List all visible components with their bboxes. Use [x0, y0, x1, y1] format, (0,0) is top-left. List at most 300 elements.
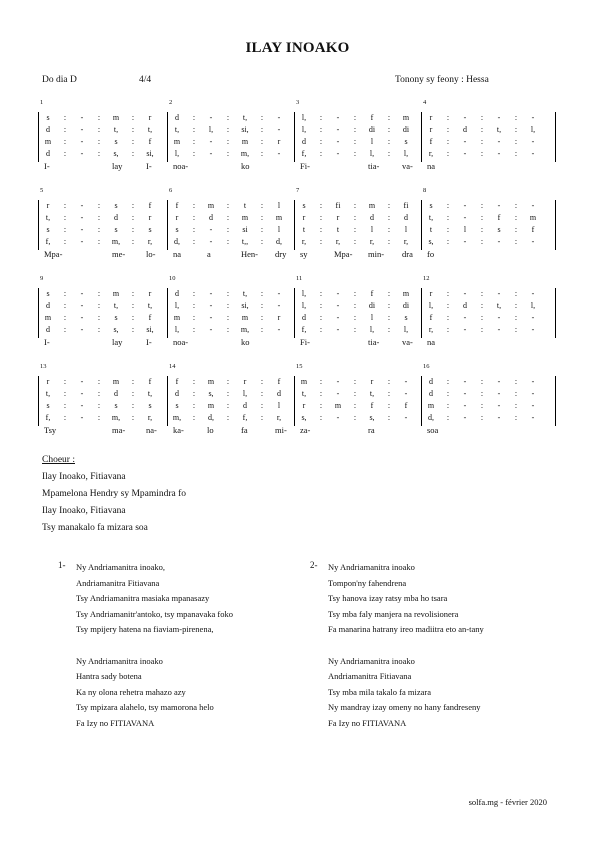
- beat-separator: :: [63, 401, 67, 410]
- beat-separator: :: [387, 325, 391, 334]
- solfa-note: -: [209, 325, 213, 334]
- solfa-note: l: [404, 225, 408, 234]
- solfa-note: m: [173, 313, 181, 322]
- lyric-syllable: tia-: [368, 337, 380, 347]
- solfa-note: -: [209, 137, 213, 146]
- solfa-note: d: [114, 389, 118, 398]
- beat-separator: :: [319, 377, 323, 386]
- solfa-note: -: [336, 325, 340, 334]
- solfa-note: d: [243, 401, 247, 410]
- measure-number: 11: [296, 275, 303, 282]
- solfa-note: r: [46, 377, 50, 386]
- beat-separator: :: [131, 149, 135, 158]
- solfa-note: -: [80, 137, 84, 146]
- beat-separator: :: [353, 301, 357, 310]
- solfa-note: -: [80, 301, 84, 310]
- solfa-note: di: [368, 301, 376, 310]
- beat-separator: :: [63, 377, 67, 386]
- measure-number: 7: [296, 187, 300, 194]
- solfa-note: s: [497, 225, 501, 234]
- beat-separator: :: [63, 413, 67, 422]
- solfa-system: [38, 99, 555, 171]
- chorus-line: Mpamelona Hendry sy Mpamindra fo: [42, 489, 187, 499]
- beat-separator: :: [97, 401, 101, 410]
- solfa-note: si,: [241, 301, 249, 310]
- beat-separator: :: [192, 213, 196, 222]
- lyric-syllable: I-: [146, 161, 152, 171]
- beat-separator: :: [353, 125, 357, 134]
- solfa-note: l,: [530, 301, 536, 310]
- solfa-note: m: [112, 289, 120, 298]
- beat-separator: :: [514, 237, 518, 246]
- solfa-note: -: [80, 237, 84, 246]
- beat-separator: :: [63, 325, 67, 334]
- solfa-note: l,: [403, 325, 409, 334]
- solfa-note: l,: [301, 301, 307, 310]
- solfa-note: d: [302, 137, 306, 146]
- beat-separator: :: [226, 113, 230, 122]
- lyric-syllable: fa: [241, 425, 248, 435]
- solfa-note: m: [529, 213, 537, 222]
- solfa-note: -: [336, 313, 340, 322]
- verse-stanza: [76, 654, 298, 732]
- beat-separator: :: [260, 389, 264, 398]
- beat-separator: :: [319, 201, 323, 210]
- beat-separator: :: [446, 313, 450, 322]
- lyric-syllable: ko: [241, 161, 250, 171]
- solfa-note: -: [497, 413, 501, 422]
- verse-stanza: [328, 654, 560, 732]
- solfa-note: -: [463, 289, 467, 298]
- verse-line: Fa manarina hatrany ireo madiitra eto an-tany: [328, 624, 484, 634]
- solfa-note: -: [531, 377, 535, 386]
- beat-separator: :: [97, 377, 101, 386]
- beat-separator: :: [260, 377, 264, 386]
- beat-separator: :: [131, 225, 135, 234]
- voice-row: [38, 377, 555, 387]
- solfa-note: t,: [242, 289, 248, 298]
- solfa-note: r,: [403, 237, 409, 246]
- verse-line: Tsy mba mila takalo fa mizara: [328, 686, 432, 697]
- solfa-note: di: [402, 301, 410, 310]
- lyric-syllable: na: [427, 161, 436, 171]
- beat-separator: :: [97, 149, 101, 158]
- verse-line: Ny Andriamanitra inoako: [328, 562, 415, 572]
- solfa-note: f: [404, 401, 408, 410]
- solfa-note: -: [336, 137, 340, 146]
- verse-line: Ny Andriamanitra inoako: [328, 655, 415, 666]
- beat-separator: :: [226, 289, 230, 298]
- solfa-note: d: [175, 289, 179, 298]
- voice-row: [38, 301, 555, 311]
- beat-separator: :: [63, 225, 67, 234]
- beat-separator: :: [63, 201, 67, 210]
- solfa-note: r,: [428, 325, 434, 334]
- solfa-note: r,: [147, 413, 153, 422]
- solfa-note: -: [531, 201, 535, 210]
- solfa-note: f,: [45, 237, 51, 246]
- solfa-note: fi: [403, 201, 409, 210]
- solfa-note: -: [463, 213, 467, 222]
- solfa-note: -: [531, 413, 535, 422]
- lyric-syllable: za-: [300, 425, 311, 435]
- solfa-note: t,: [496, 125, 502, 134]
- beat-separator: :: [480, 289, 484, 298]
- solfa-note: d: [114, 213, 118, 222]
- solfa-note: si,: [146, 149, 154, 158]
- lyric-syllable: mi-: [275, 425, 287, 435]
- beat-separator: :: [97, 301, 101, 310]
- beat-separator: :: [260, 137, 264, 146]
- solfa-note: f: [497, 213, 501, 222]
- beat-separator: :: [63, 301, 67, 310]
- verse-stanza: [328, 560, 560, 638]
- beat-separator: :: [480, 113, 484, 122]
- verse-line: Tsy Andriamanitra masiaka mpanasazy: [76, 593, 210, 603]
- beat-separator: :: [319, 313, 323, 322]
- beat-separator: :: [319, 113, 323, 122]
- solfa-note: l: [370, 313, 374, 322]
- beat-separator: :: [192, 237, 196, 246]
- beat-separator: :: [480, 413, 484, 422]
- solfa-note: -: [80, 113, 84, 122]
- solfa-note: l,: [208, 125, 214, 134]
- beat-separator: :: [480, 201, 484, 210]
- barline: [555, 376, 556, 426]
- voice-row: [38, 125, 555, 135]
- measure-number: 5: [40, 187, 44, 194]
- solfa-note: m: [300, 377, 308, 386]
- beat-separator: :: [260, 401, 264, 410]
- beat-separator: :: [480, 401, 484, 410]
- solfa-note: d: [429, 377, 433, 386]
- beat-separator: :: [480, 213, 484, 222]
- solfa-note: r: [277, 137, 281, 146]
- solfa-note: -: [463, 113, 467, 122]
- solfa-note: -: [497, 313, 501, 322]
- solfa-note: s: [148, 401, 152, 410]
- beat-separator: :: [226, 137, 230, 146]
- voice-row: [38, 237, 555, 247]
- solfa-note: -: [497, 137, 501, 146]
- solfa-note: -: [80, 125, 84, 134]
- beat-separator: :: [319, 301, 323, 310]
- beat-separator: :: [192, 377, 196, 386]
- solfa-note: d: [404, 213, 408, 222]
- verse-line: Ny Andriamanitra inoako,: [76, 562, 165, 572]
- solfa-note: -: [497, 149, 501, 158]
- solfa-note: -: [497, 389, 501, 398]
- beat-separator: :: [446, 401, 450, 410]
- solfa-note: -: [497, 201, 501, 210]
- beat-separator: :: [353, 137, 357, 146]
- lyric-syllable: Mpa-: [334, 249, 353, 259]
- measure-number: 12: [423, 275, 430, 282]
- voice-row: [38, 413, 555, 423]
- beat-separator: :: [387, 377, 391, 386]
- beat-separator: :: [131, 137, 135, 146]
- verse-stanza: [76, 560, 298, 638]
- solfa-note: s: [46, 225, 50, 234]
- solfa-note: -: [531, 313, 535, 322]
- beat-separator: :: [353, 389, 357, 398]
- solfa-note: -: [336, 301, 340, 310]
- solfa-note: l,: [174, 149, 180, 158]
- solfa-note: m: [402, 113, 410, 122]
- solfa-note: s,: [301, 413, 307, 422]
- beat-separator: :: [319, 225, 323, 234]
- solfa-note: l: [277, 401, 281, 410]
- lyric-syllable: dry: [275, 249, 287, 259]
- beat-separator: :: [97, 225, 101, 234]
- beat-separator: :: [319, 125, 323, 134]
- solfa-note: -: [209, 301, 213, 310]
- lyrics-row: [38, 249, 555, 259]
- beat-separator: :: [192, 201, 196, 210]
- solfa-note: f: [370, 113, 374, 122]
- beat-separator: :: [226, 313, 230, 322]
- lyrics-row: [38, 425, 555, 435]
- beat-separator: :: [387, 389, 391, 398]
- beat-separator: :: [514, 113, 518, 122]
- solfa-note: -: [336, 149, 340, 158]
- solfa-note: l: [370, 225, 374, 234]
- beat-separator: :: [97, 113, 101, 122]
- measure-number: 4: [423, 99, 427, 106]
- solfa-note: m,: [111, 413, 121, 422]
- beat-separator: :: [97, 201, 101, 210]
- solfa-note: l,: [530, 125, 536, 134]
- solfa-note: -: [463, 389, 467, 398]
- beat-separator: :: [131, 113, 135, 122]
- beat-separator: :: [97, 237, 101, 246]
- solfa-note: -: [80, 377, 84, 386]
- beat-separator: :: [131, 237, 135, 246]
- solfa-note: l,: [403, 149, 409, 158]
- voice-row: [38, 213, 555, 223]
- lyric-syllable: Fi-: [300, 337, 310, 347]
- lyric-syllable: I-: [146, 337, 152, 347]
- beat-separator: :: [480, 237, 484, 246]
- solfa-note: -: [404, 389, 408, 398]
- solfa-note: d: [370, 213, 374, 222]
- beat-separator: :: [226, 149, 230, 158]
- lyric-syllable: na-: [146, 425, 157, 435]
- beat-separator: :: [226, 201, 230, 210]
- beat-separator: :: [319, 413, 323, 422]
- beat-separator: :: [97, 213, 101, 222]
- solfa-note: d: [302, 313, 306, 322]
- beat-separator: :: [192, 149, 196, 158]
- solfa-note: f: [148, 201, 152, 210]
- lyrics-row: [38, 337, 555, 347]
- beat-separator: :: [192, 389, 196, 398]
- beat-separator: :: [319, 137, 323, 146]
- beat-separator: :: [192, 137, 196, 146]
- beat-separator: :: [446, 125, 450, 134]
- solfa-note: s: [46, 113, 50, 122]
- solfa-note: -: [209, 225, 213, 234]
- solfa-note: l,: [301, 289, 307, 298]
- solfa-note: l,: [428, 301, 434, 310]
- solfa-note: -: [463, 325, 467, 334]
- beat-separator: :: [353, 113, 357, 122]
- solfa-note: -: [463, 149, 467, 158]
- beat-separator: :: [480, 313, 484, 322]
- beat-separator: :: [480, 389, 484, 398]
- verse-line: Ka ny olona rehetra mahazo azy: [76, 686, 186, 697]
- voice-row: [38, 401, 555, 411]
- solfa-note: s: [114, 225, 118, 234]
- solfa-note: d,: [174, 237, 180, 246]
- solfa-note: m: [207, 377, 215, 386]
- beat-separator: :: [480, 301, 484, 310]
- solfa-note: -: [80, 225, 84, 234]
- solfa-note: r,: [369, 237, 375, 246]
- solfa-note: s,: [428, 237, 434, 246]
- solfa-note: -: [80, 325, 84, 334]
- chorus-block: [42, 452, 186, 537]
- solfa-note: l,: [174, 301, 180, 310]
- solfa-note: -: [209, 313, 213, 322]
- solfa-note: -: [497, 401, 501, 410]
- beat-separator: :: [353, 225, 357, 234]
- solfa-note: r: [277, 313, 281, 322]
- beat-separator: :: [226, 389, 230, 398]
- beat-separator: :: [131, 213, 135, 222]
- chorus-line: Ilay Inoako, Fitiavana: [42, 472, 126, 482]
- solfa-note: fi: [335, 201, 341, 210]
- solfa-note: t: [302, 225, 306, 234]
- beat-separator: :: [192, 113, 196, 122]
- solfa-note: d: [463, 125, 467, 134]
- solfa-note: si: [242, 225, 248, 234]
- beat-separator: :: [514, 213, 518, 222]
- beat-separator: :: [353, 413, 357, 422]
- verse-line: Tsy mba faly manjera na revolisionera: [328, 608, 459, 619]
- lyric-syllable: ra: [368, 425, 375, 435]
- lyric-syllable: va-: [402, 337, 413, 347]
- beat-separator: :: [446, 201, 450, 210]
- solfa-note: f: [148, 313, 152, 322]
- solfa-note: l,: [301, 125, 307, 134]
- beat-separator: :: [226, 213, 230, 222]
- solfa-system: [38, 275, 555, 347]
- measure-number: 1: [40, 99, 44, 106]
- solfa-note: -: [497, 325, 501, 334]
- beat-separator: :: [387, 401, 391, 410]
- beat-separator: :: [226, 237, 230, 246]
- solfa-note: -: [80, 389, 84, 398]
- beat-separator: :: [63, 313, 67, 322]
- solfa-note: m: [402, 289, 410, 298]
- solfa-note: m: [427, 401, 435, 410]
- lyric-syllable: tia-: [368, 161, 380, 171]
- beat-separator: :: [514, 313, 518, 322]
- lyric-syllable: Tsy: [44, 425, 57, 435]
- verse-line: Ny Andriamanitra inoako: [76, 655, 163, 666]
- solfa-note: -: [336, 113, 340, 122]
- beat-separator: :: [514, 201, 518, 210]
- solfa-note: -: [277, 325, 281, 334]
- beat-separator: :: [63, 237, 67, 246]
- solfa-note: f: [370, 289, 374, 298]
- lyric-syllable: fo: [427, 249, 435, 259]
- beat-separator: :: [387, 137, 391, 146]
- beat-separator: :: [192, 301, 196, 310]
- lyric-syllable: I-: [44, 337, 50, 347]
- beat-separator: :: [446, 413, 450, 422]
- measure-number: 14: [169, 363, 176, 370]
- lyric-syllable: lo-: [146, 249, 156, 259]
- solfa-note: d: [277, 389, 281, 398]
- solfa-note: f: [429, 313, 433, 322]
- solfa-note: d: [463, 301, 467, 310]
- solfa-note: -: [80, 401, 84, 410]
- lyric-syllable: a: [207, 249, 211, 259]
- solfa-note: -: [497, 237, 501, 246]
- beat-separator: :: [480, 137, 484, 146]
- solfa-note: t,: [113, 125, 119, 134]
- solfa-note: d: [175, 389, 179, 398]
- solfa-note: s: [404, 137, 408, 146]
- beat-separator: :: [192, 325, 196, 334]
- solfa-note: r: [148, 289, 152, 298]
- solfa-note: -: [80, 213, 84, 222]
- solfa-note: si,: [146, 325, 154, 334]
- beat-separator: :: [192, 225, 196, 234]
- beat-separator: :: [387, 413, 391, 422]
- chorus-line: Ilay Inoako, Fitiavana: [42, 506, 126, 516]
- solfa-note: -: [497, 289, 501, 298]
- solfa-note: -: [531, 113, 535, 122]
- beat-separator: :: [480, 325, 484, 334]
- solfa-note: -: [404, 377, 408, 386]
- lyric-syllable: sy: [300, 249, 308, 259]
- lyric-syllable: Fi-: [300, 161, 310, 171]
- verse-number: 1-: [58, 560, 66, 570]
- beat-separator: :: [131, 377, 135, 386]
- voice-row: [38, 225, 555, 235]
- solfa-note: -: [80, 149, 84, 158]
- solfa-note: s: [302, 201, 306, 210]
- chorus-line: Tsy manakalo fa mizara soa: [42, 523, 148, 533]
- beat-separator: :: [260, 225, 264, 234]
- solfa-note: d: [46, 149, 50, 158]
- beat-separator: :: [97, 125, 101, 134]
- beat-separator: :: [131, 389, 135, 398]
- solfa-note: t,: [147, 301, 153, 310]
- solfa-note: t,: [45, 389, 51, 398]
- solfa-note: t,: [369, 389, 375, 398]
- solfa-note: -: [336, 125, 340, 134]
- lyric-syllable: I-: [44, 161, 50, 171]
- lyric-syllable: min-: [368, 249, 385, 259]
- beat-separator: :: [514, 289, 518, 298]
- solfa-note: -: [277, 125, 281, 134]
- beat-separator: :: [514, 137, 518, 146]
- solfa-note: s: [175, 225, 179, 234]
- lyric-syllable: lo: [207, 425, 214, 435]
- beat-separator: :: [63, 137, 67, 146]
- verse-line: Tsy mpijery hatena na fiaviam-pirenena,: [76, 624, 214, 634]
- solfa-note: t,,: [241, 237, 249, 246]
- solfa-note: d: [429, 389, 433, 398]
- beat-separator: :: [192, 289, 196, 298]
- beat-separator: :: [260, 413, 264, 422]
- beat-separator: :: [131, 125, 135, 134]
- beat-separator: :: [260, 113, 264, 122]
